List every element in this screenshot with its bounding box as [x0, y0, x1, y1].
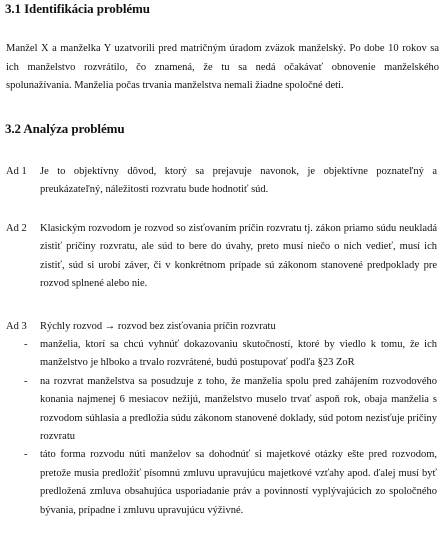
dash-bullet: -: [24, 449, 28, 461]
section-heading-analysis: 3.2 Analýza problému: [5, 121, 125, 136]
analysis-item-label: Ad 3: [6, 321, 27, 332]
analysis-item-label: Ad 2: [6, 223, 27, 234]
list-item-text: manželia, ktorí sa chcú vyhnúť dokazovaniu skutočností, ktoré by viedlo k tomu, že ich manželstvo je hlboko a trvalo rozvrátené, budú postupovať podľa §23 ZoR: [40, 339, 437, 369]
list-item: [6, 373, 437, 447]
dash-bullet: -: [24, 375, 28, 387]
analysis-item-text: Je to objektívny dôvod, ktorý sa prejavuje navonok, je objektívne poznateľný a preukázateľný, náležitosti rozvratu bude hodnotiť súd.: [40, 166, 437, 196]
analysis-item-text: Rýchly rozvod → rozvod bez zisťovania príčin rozvratu: [40, 321, 276, 332]
analysis-item-2: [6, 220, 437, 294]
section-heading-identification: 3.1 Identifikácia problému: [5, 1, 150, 16]
list-item: [6, 336, 437, 373]
analysis-item-label: Ad 1: [6, 166, 27, 177]
list-item-text: táto forma rozvodu núti manželov sa dohodnúť si majetkové otázky ešte pred rozvodom, pretože musia predložiť písomnú zmluvu upravujúcu majetkové vzťahy apod. ďalej musí byť predložená zmluva obsahujúca usporiadanie práv a povinností vyplývajúcich zo spoločného bývania, prípadne i zmluvu upravujúcu výživné.: [40, 449, 437, 516]
list-item-text: na rozvrat manželstva sa posudzuje z toho, že manželia spolu pred zahájením rozvodového konania najmenej 6 mesiacov nežijú, manželstvo muselo trvať aspoň rok, obaja manželia s rozvodom súhlasia a predložia súdu zákonom stanovené doklady, súd potom nezisťuje príčiny rozvratu: [40, 375, 437, 443]
analysis-item-3: [6, 318, 437, 336]
analysis-item-1: [6, 163, 437, 200]
quick-divorce-bullet-list: [6, 336, 437, 520]
analysis-item-text: Klasickým rozvodom je rozvod so zisťovaním príčin rozvratu tj. zákon priamo súdu neukladá zistiť príčiny rozvratu, ale súd to bere do úvahy, preto musí niečo o nich vedieť, musí ich zistiť, súd si urobí záver, či v konkrétnom prípade sú zákonom stanovené predpoklady pre rozvod splnené alebo nie.: [40, 223, 437, 290]
list-item: [6, 446, 437, 520]
dash-bullet: -: [24, 339, 28, 350]
identification-paragraph: Manžel X a manželka Y uzatvorili pred matričným úradom zväzok manželský. Po dobe 10 rokov sa ich manželstvo rozvrátilo, čo znamená, že tu sa nedá očakávať obnovenie manželského spolunažívania. Manželia počas trvania manželstva nemali žiadne spoločné deti.: [6, 43, 439, 91]
